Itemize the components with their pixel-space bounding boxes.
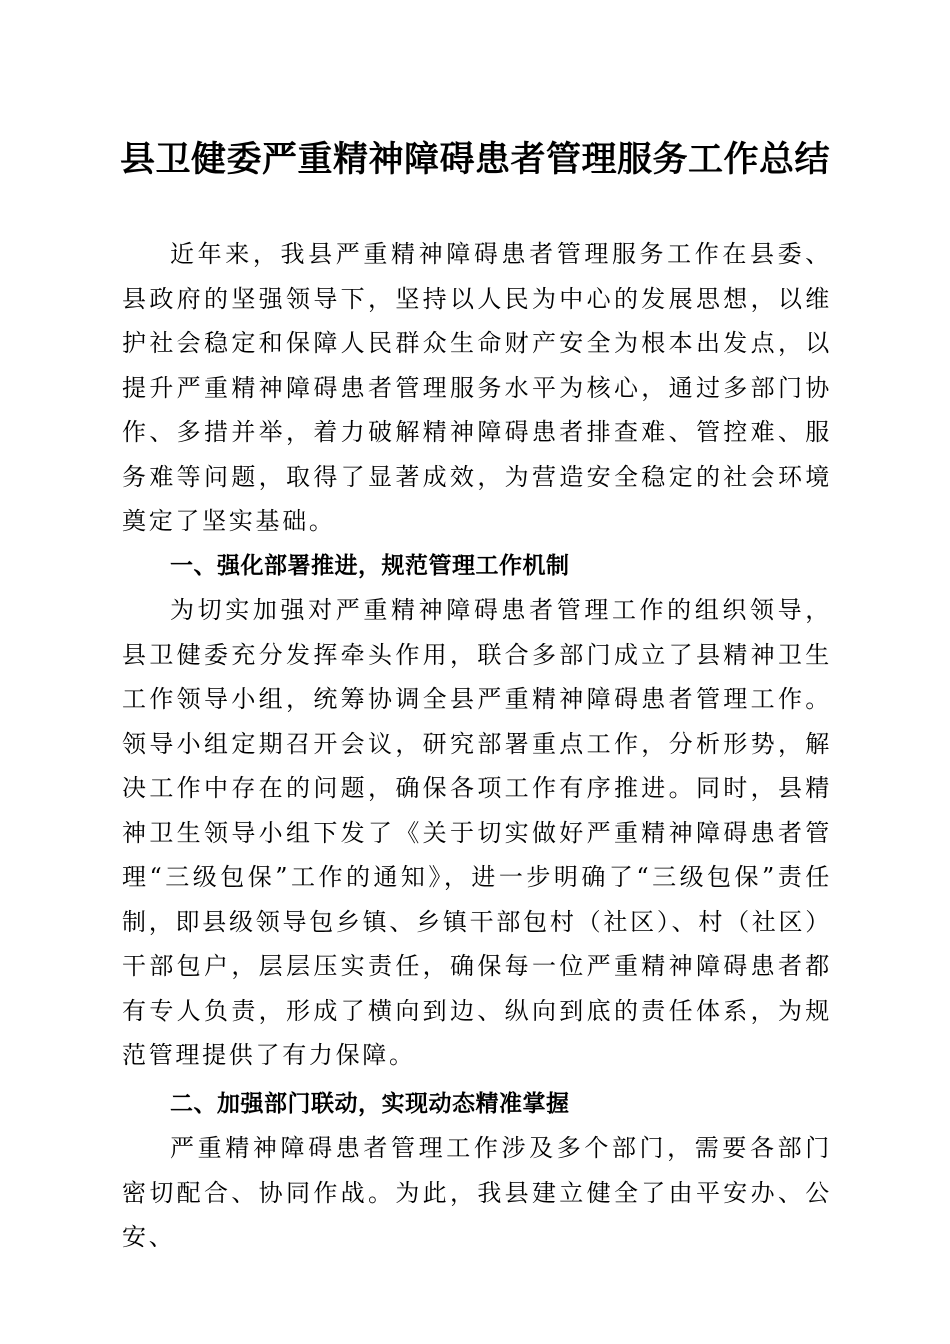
document-body bbox=[122, 232, 832, 1260]
section-heading-1: 一、强化部署推进，规范管理工作机制 bbox=[170, 552, 570, 579]
section-paragraph-2: 严重精神障碍患者管理工作涉及多个部门，需要各部门密切配合、协同作战。为此，我县建立健全了由平安办、公安、 bbox=[122, 1134, 832, 1251]
document-title: 县卫健委严重精神障碍患者管理服务工作总结 bbox=[119, 139, 830, 180]
section-heading-2: 二、加强部门联动，实现动态精准掌握 bbox=[170, 1090, 570, 1117]
section-paragraph-1: 为切实加强对严重精神障碍患者管理工作的组织领导，县卫健委充分发挥牵头作用，联合多部门成立了县精神卫生工作领导小组，统筹协调全县严重精神障碍患者管理工作。领导小组定期召开会议，研究部署重点工作，分析形势，解决工作中存在的问题，确保各项工作有序推进。同时，县精神卫生领导小组下发了《关于切实做好严重精神障碍患者管理“三级包保”工作的通知》，进一步明确了“三级包保”责任制，即县级领导包乡镇、乡镇干部包村（社区）、村（社区）干部包户，层层压实责任，确保每一位严重精神障碍患者都有专人负责，形成了横向到边、纵向到底的责任体系，为规范管理提供了有力保障。 bbox=[122, 596, 832, 1069]
intro-paragraph: 近年来，我县严重精神障碍患者管理服务工作在县委、县政府的坚强领导下，坚持以人民为中心的发展思想，以维护社会稳定和保障人民群众生命财产安全为根本出发点，以提升严重精神障碍患者管理服务水平为核心，通过多部门协作、多措并举，着力破解精神障碍患者排查难、管控难、服务难等问题，取得了显著成效，为营造安全稳定的社会环境奠定了坚实基础。 bbox=[122, 240, 832, 535]
